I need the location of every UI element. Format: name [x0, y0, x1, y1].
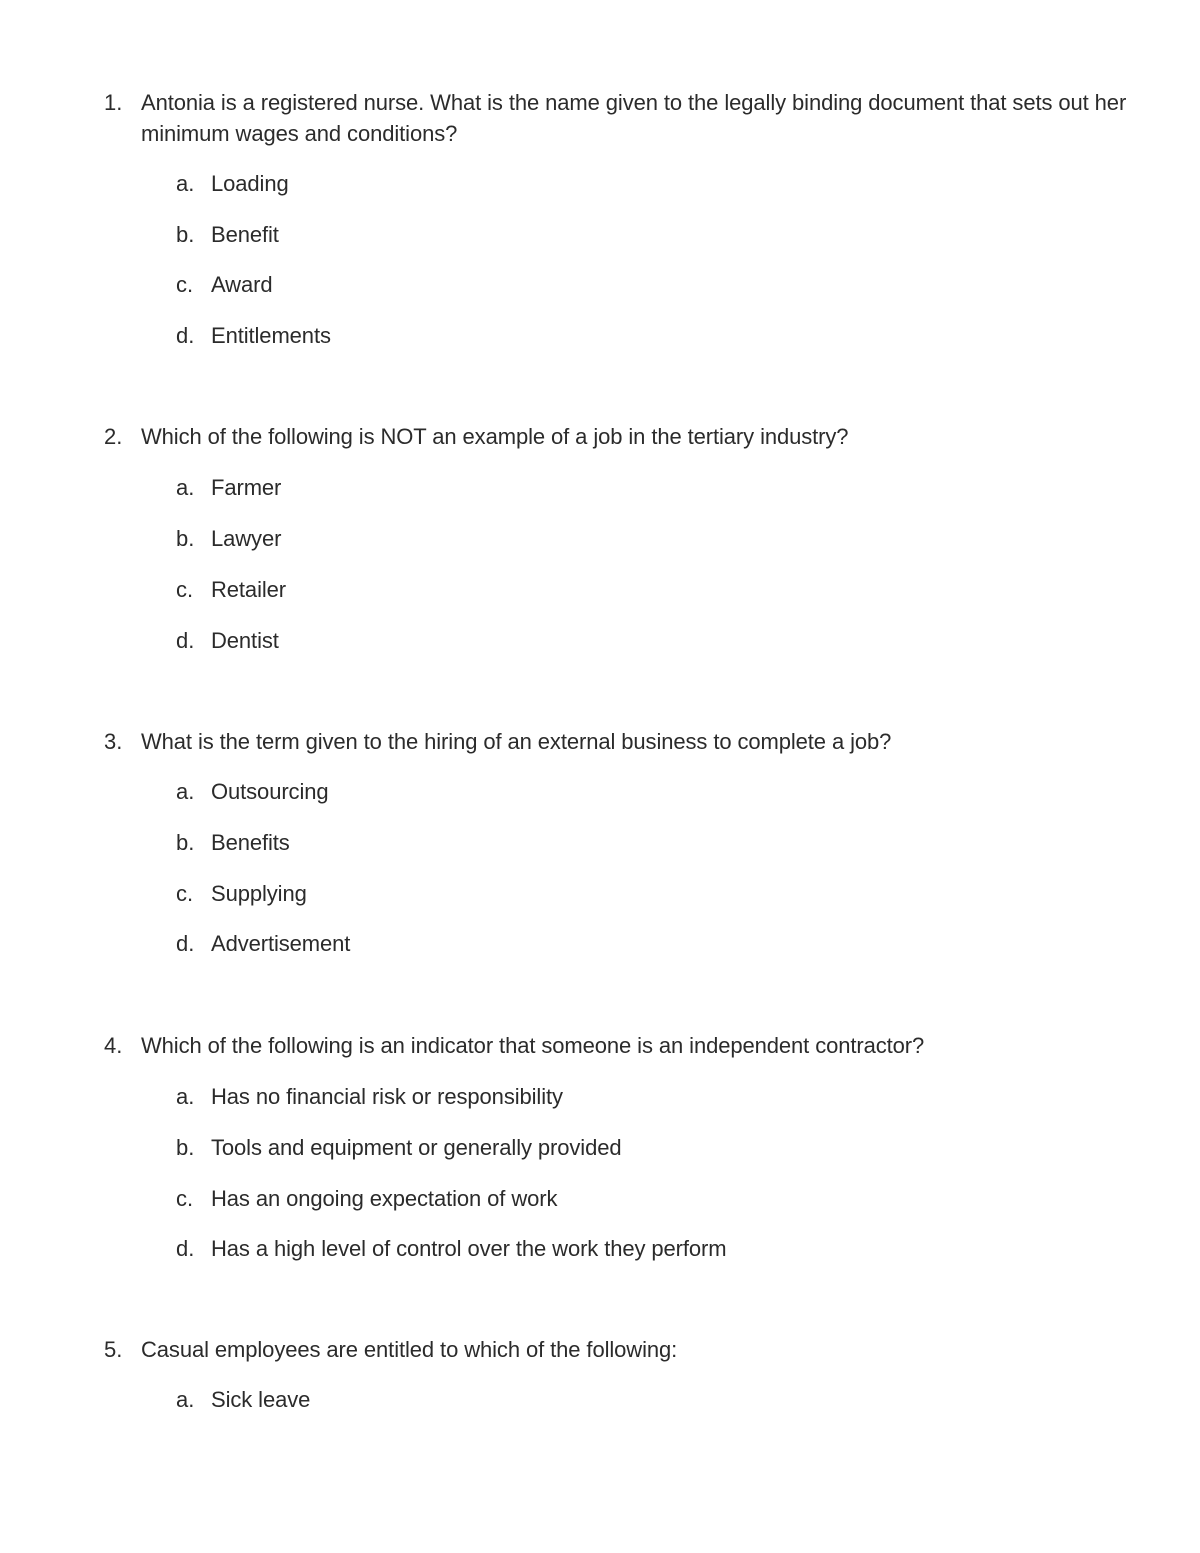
- option-text: Lawyer: [211, 526, 282, 551]
- option-letter: a.: [176, 171, 195, 196]
- option-letter: d.: [176, 323, 195, 348]
- question-text: What is the term given to the hiring of an external business to complete a job?: [141, 729, 892, 754]
- option-item: [0, 1384, 1200, 1415]
- option-text: Dentist: [211, 628, 279, 653]
- option-letter: d.: [176, 931, 195, 956]
- option-letter: a.: [176, 779, 195, 804]
- option-text: Tools and equipment or generally provided: [211, 1135, 622, 1160]
- option-letter: a.: [176, 1084, 195, 1109]
- option-item: [0, 827, 1200, 858]
- option-text: Advertisement: [211, 931, 351, 956]
- question-text: Which of the following is NOT an example of a job in the tertiary industry?: [141, 424, 849, 449]
- option-letter: a.: [176, 1387, 195, 1412]
- question-4: [0, 1030, 1200, 1261]
- option-text: Award: [211, 272, 273, 297]
- option-text: Has a high level of control over the work they perform: [211, 1236, 727, 1261]
- question-number: 1.: [104, 90, 123, 115]
- option-letter: b.: [176, 830, 195, 855]
- option-letter: d.: [176, 628, 195, 653]
- question-number: 5.: [104, 1337, 123, 1362]
- option-text: Outsourcing: [211, 779, 329, 804]
- question-1: [0, 87, 1200, 348]
- option-text: Benefit: [211, 222, 279, 247]
- question-2: [0, 421, 1200, 653]
- question-3: [0, 726, 1200, 956]
- question-5: [0, 1334, 1200, 1412]
- option-item: [0, 928, 1200, 959]
- option-text: Entitlements: [211, 323, 331, 348]
- option-item: [0, 269, 1200, 300]
- option-letter: c.: [176, 1186, 194, 1211]
- option-text: Has an ongoing expectation of work: [211, 1186, 558, 1211]
- option-item: [0, 168, 1200, 199]
- option-item: [0, 472, 1200, 503]
- question-text: Which of the following is an indicator that someone is an independent contractor?: [141, 1033, 925, 1058]
- option-letter: c.: [176, 881, 194, 906]
- option-item: [0, 625, 1200, 656]
- option-letter: b.: [176, 1135, 195, 1160]
- option-letter: b.: [176, 222, 195, 247]
- option-item: [0, 320, 1200, 351]
- option-letter: c.: [176, 577, 194, 602]
- option-item: [0, 776, 1200, 807]
- option-letter: d.: [176, 1236, 195, 1261]
- option-text: Sick leave: [211, 1387, 311, 1412]
- question-number: 3.: [104, 729, 123, 754]
- option-text: Retailer: [211, 577, 287, 602]
- option-text: Loading: [211, 171, 289, 196]
- option-item: [0, 219, 1200, 250]
- option-text: Benefits: [211, 830, 290, 855]
- option-letter: b.: [176, 526, 195, 551]
- question-number: 4.: [104, 1033, 123, 1058]
- option-item: [0, 878, 1200, 909]
- option-item: [0, 574, 1200, 605]
- option-text: Supplying: [211, 881, 307, 906]
- option-item: [0, 1233, 1200, 1264]
- option-item: [0, 523, 1200, 554]
- option-text: Farmer: [211, 475, 282, 500]
- option-item: [0, 1132, 1200, 1163]
- option-letter: c.: [176, 272, 194, 297]
- option-text: Has no financial risk or responsibility: [211, 1084, 563, 1109]
- question-text: Antonia is a registered nurse. What is the name given to the legally binding document that sets out her minimum wages and conditions?: [141, 90, 1127, 146]
- option-item: [0, 1183, 1200, 1214]
- question-text: Casual employees are entitled to which of the following:: [141, 1337, 678, 1362]
- option-letter: a.: [176, 475, 195, 500]
- question-number: 2.: [104, 424, 123, 449]
- option-item: [0, 1081, 1200, 1112]
